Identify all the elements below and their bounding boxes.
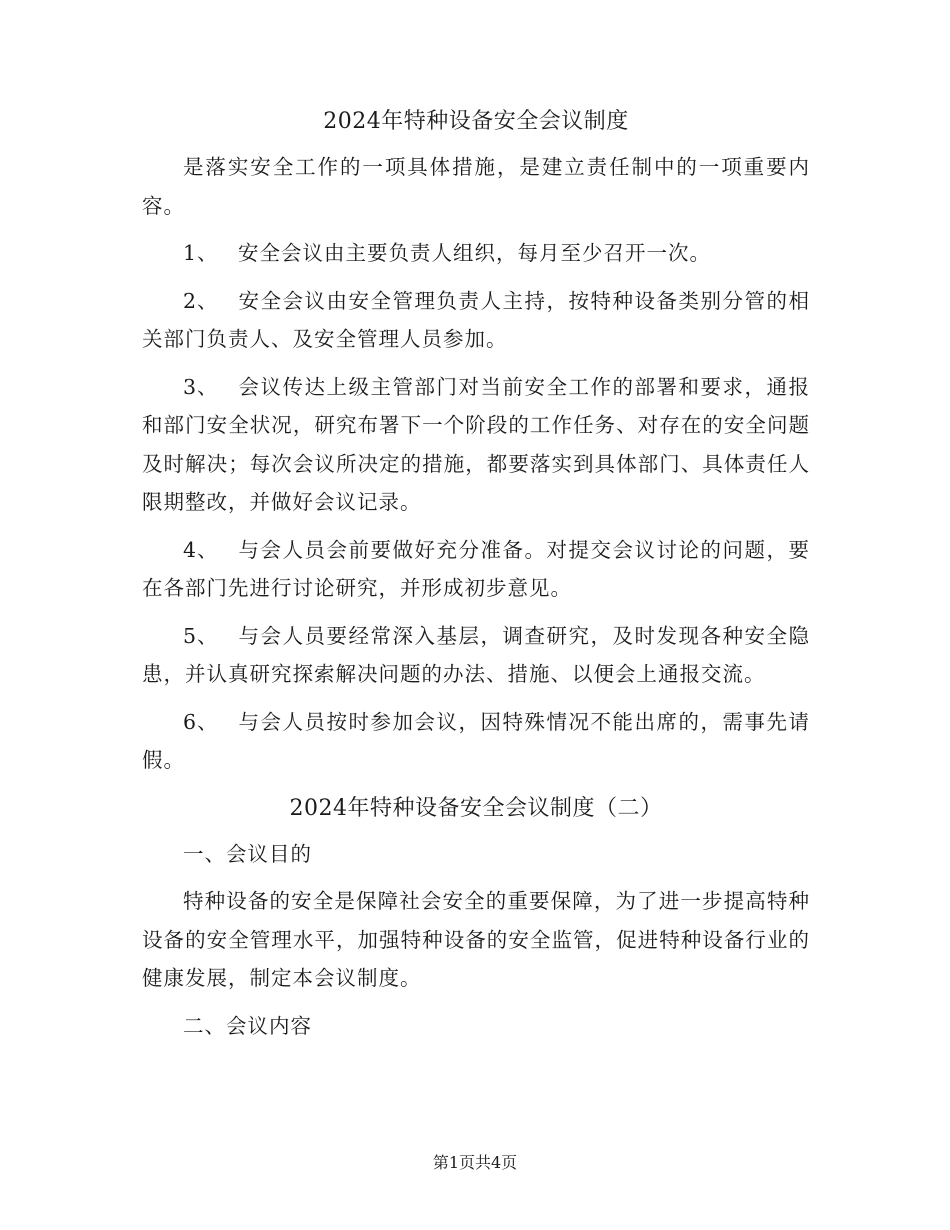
list-item-1 xyxy=(142,234,810,273)
section-title: 2024年特种设备安全会议制度（二） xyxy=(289,795,663,821)
list-item-2 xyxy=(142,282,810,359)
page-number: 第1页共4页 xyxy=(432,1153,518,1172)
list-item-6 xyxy=(142,703,810,780)
item-number: 3、 xyxy=(183,374,219,399)
section-heading-purpose: 一、会议目的 xyxy=(183,841,312,866)
item-number: 4、 xyxy=(183,537,219,562)
section-heading-content: 二、会议内容 xyxy=(183,1013,312,1038)
document-page xyxy=(142,102,810,1054)
item-text: 与会人员按时参加会议，因特殊情况不能出席的，需事先请假。 xyxy=(142,709,810,772)
list-item-4 xyxy=(142,531,810,608)
item-number: 6、 xyxy=(183,709,219,734)
item-text: 与会人员会前要做好充分准备。对提交会议讨论的问题，要在各部门先进行讨论研究，并形成初步意见。 xyxy=(142,537,810,600)
item-number: 5、 xyxy=(183,623,219,648)
item-text: 安全会议由主要负责人组织，每月至少召开一次。 xyxy=(238,241,711,265)
item-text: 安全会议由安全管理负责人主持，按特种设备类别分管的相关部门负责人、及安全管理人员参加。 xyxy=(142,288,810,351)
purpose-paragraph: 特种设备的安全是保障社会安全的重要保障，为了进一步提高特种设备的安全管理水平，加强特种设备的安全监管，促进特种设备行业的健康发展，制定本会议制度。 xyxy=(142,889,810,990)
item-number: 2、 xyxy=(183,288,219,313)
item-text: 与会人员要经常深入基层，调查研究，及时发现各种安全隐患，并认真研究探索解决问题的办法、措施、以便会上通报交流。 xyxy=(142,623,810,686)
list-item-5 xyxy=(142,617,810,694)
item-number: 1、 xyxy=(183,241,219,265)
item-text: 会议传达上级主管部门对当前安全工作的部署和要求，通报和部门安全状况，研究布署下一个阶段的工作任务、对存在的安全问题及时解决；每次会议所决定的措施，都要落实到具体部门、具体责任人限期整改，并做好会议记录。 xyxy=(142,374,810,514)
list-item-3 xyxy=(142,368,810,522)
intro-paragraph: 是落实安全工作的一项具体措施，是建立责任制中的一项重要内容。 xyxy=(142,155,810,218)
document-title: 2024年特种设备安全会议制度 xyxy=(323,109,629,134)
